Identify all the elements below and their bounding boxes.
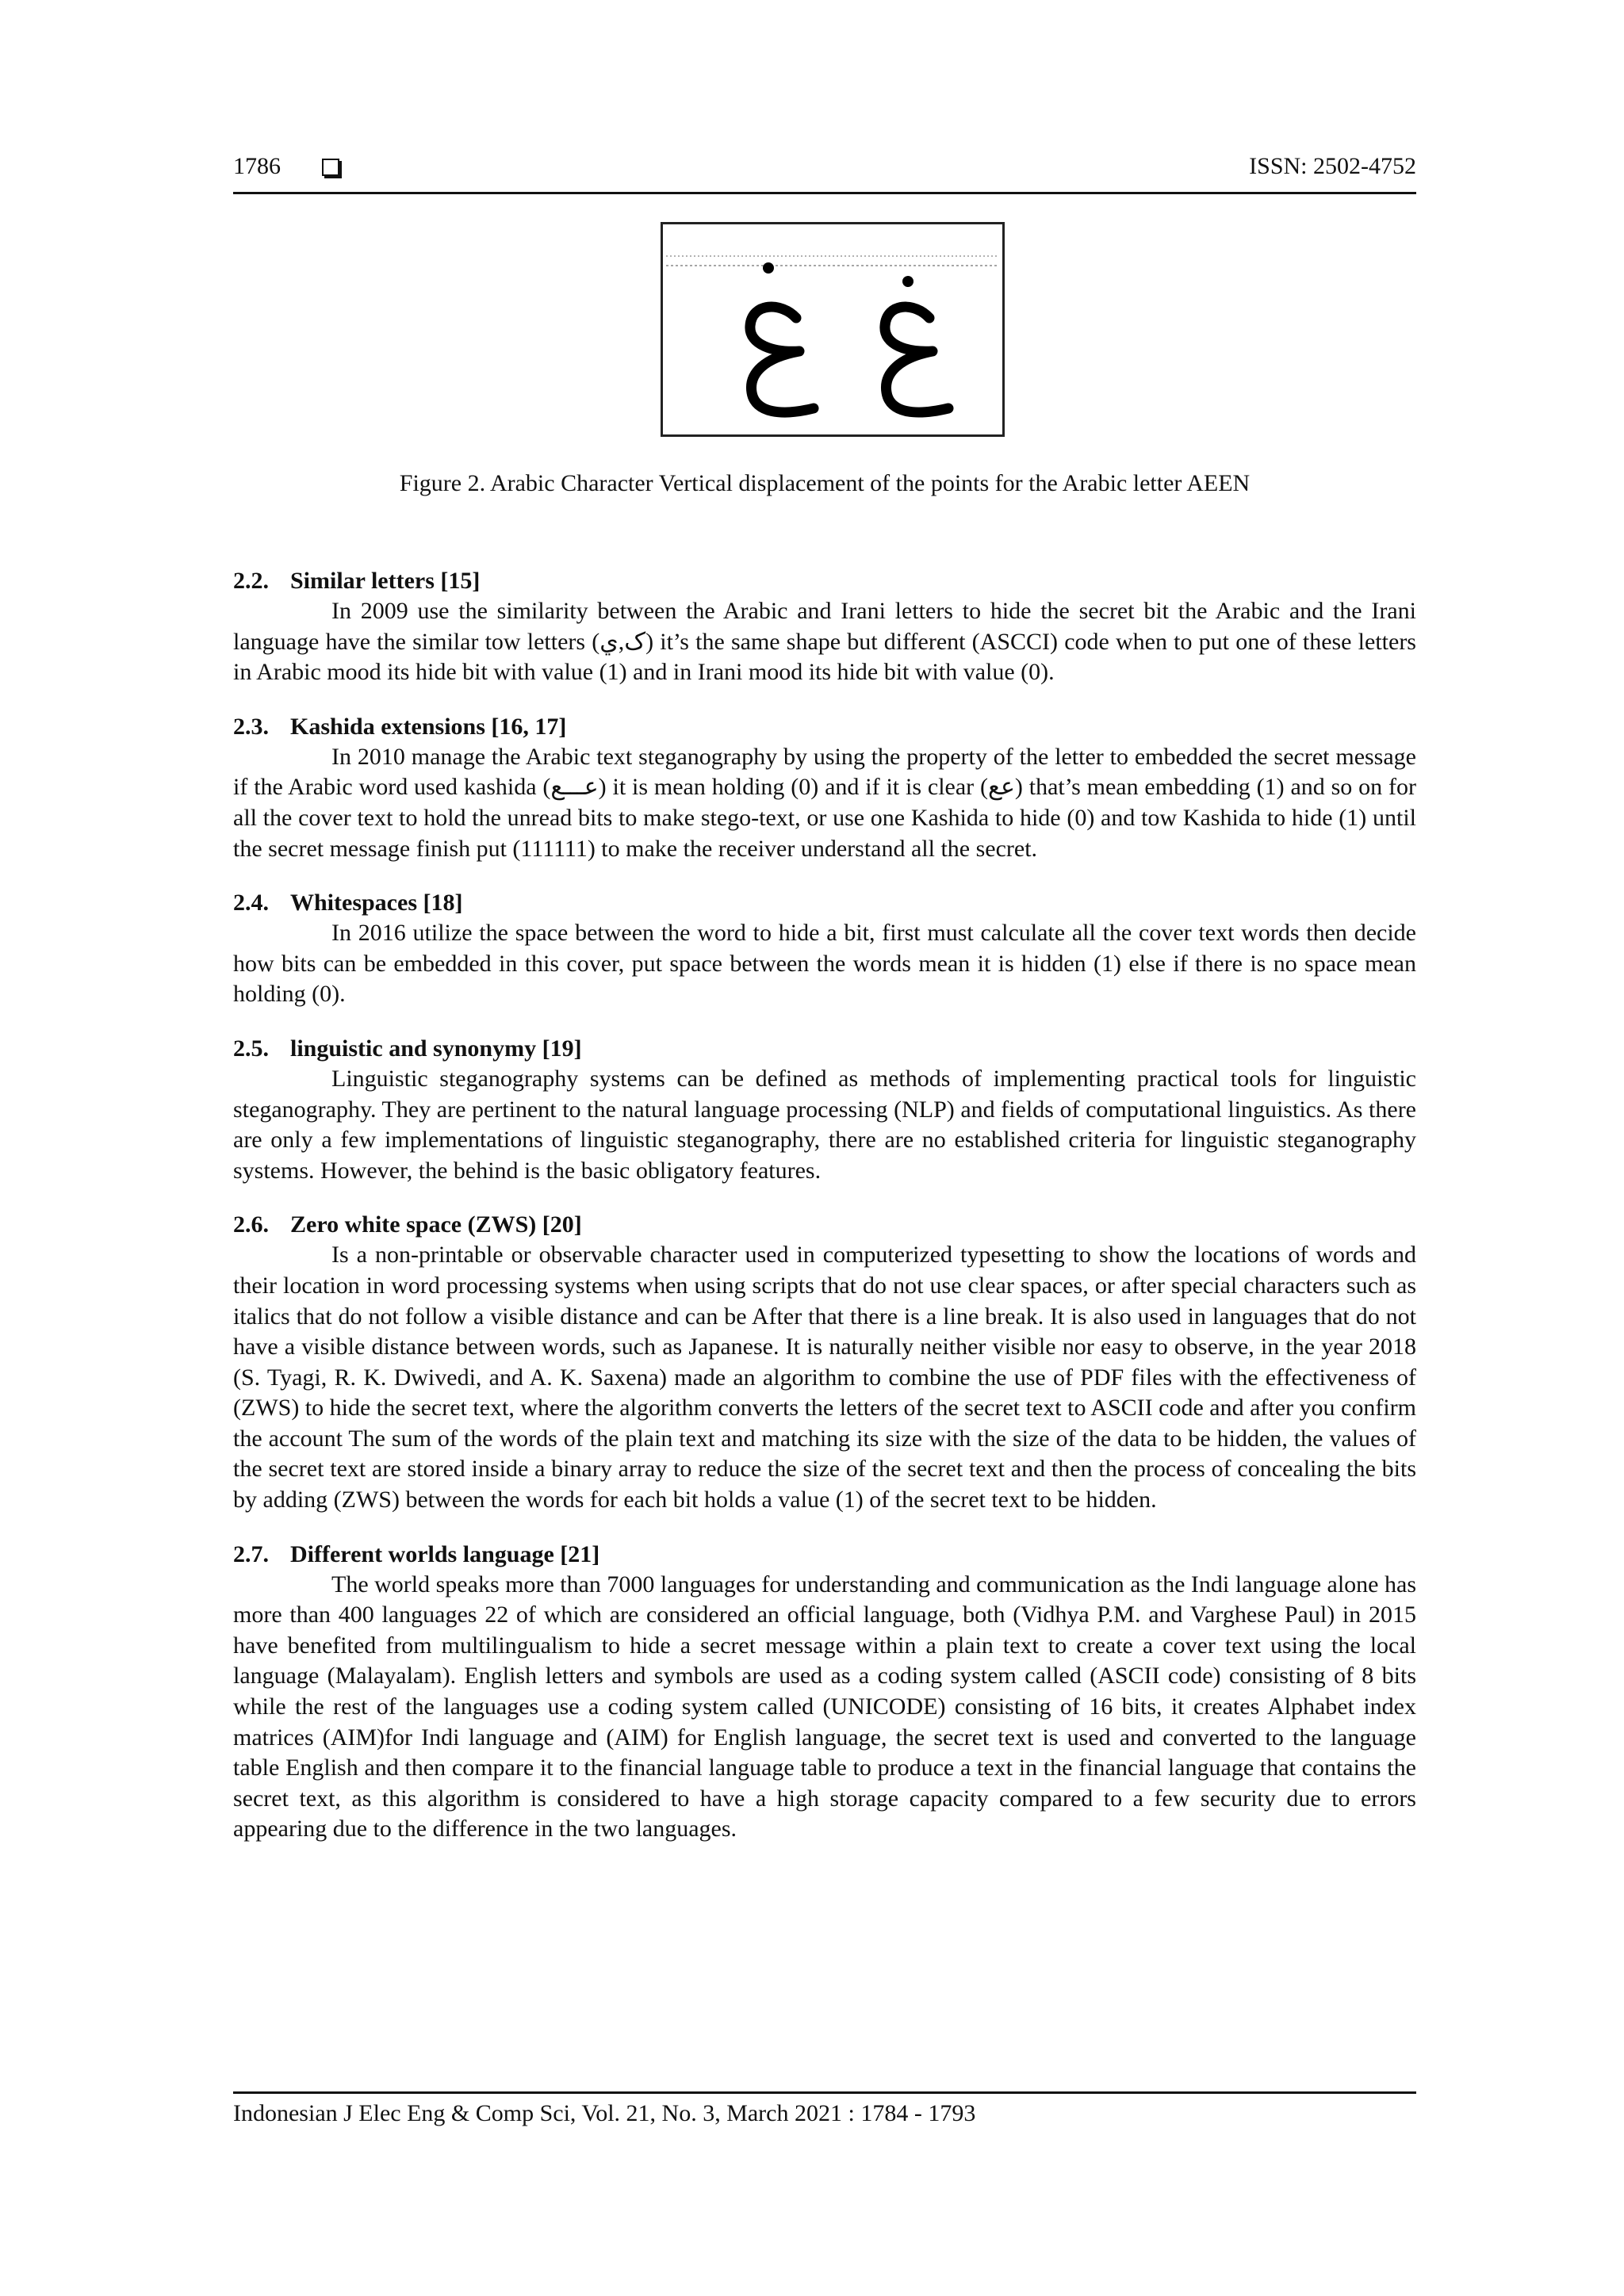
figure-image [661,222,1005,437]
section-2-6 [233,1210,1416,1515]
footer-citation: Indonesian J Elec Eng & Comp Sci, Vol. 21, No. 3, March 2021 : 1784 - 1793 [233,2100,976,2126]
figure-caption: Figure 2. Arabic Character Vertical displacement of the points for the Arabic letter AEEN [399,470,1251,496]
section-paragraph: In 2016 utilize the space between the word to hide a bit, first must calculate all the cover text words then decide how bits can be embedded in this cover, put space between the words mean it is hidden (1) else if there is no space mean holding (0). [233,920,1416,1008]
page-number: 1786 [233,153,281,179]
section-heading [233,566,1416,596]
section-2-3 [233,712,1416,864]
section-number: 2.6. [233,1211,269,1238]
section-paragraph: In 2009 use the similarity between the Arabic and Irani letters to hide the secret bit the Arabic and the Irani language have the similar tow letters (ک,ي) it’s the same shape but different (ASCCI) code when to put one of these letters in Arabic mood its hide bit with value (1) and in Irani mood its hide bit with value (0). [233,598,1416,686]
section-paragraph: Linguistic steganography systems can be defined as methods of implementing practical tools for linguistic steganography. They are pertinent to the natural language processing (NLP) and fields of computational linguistics. As there are only a few implementations of linguistic steganography, there are no established criteria for linguistic steganography systems. However, the behind is the basic obligatory features. [233,1065,1416,1184]
section-heading [233,888,1416,918]
header-rule [233,192,1416,194]
page-header [233,151,1416,193]
section-title: Whitespaces [18] [290,890,463,916]
section-title: Zero white space (ZWS) [20] [290,1211,582,1238]
section-paragraph: Is a non-printable or observable character used in computerized typesetting to show the locations of words and their location in word processing systems when using scripts that do not use clear spaces, or after special characters such as italics that do not follow a visible distance and can be After that there is a line break. It is also used in languages that do not have a visible distance between words, such as Japanese. It is naturally neither visible nor easy to observe, in the year 2018 (S. Tyagi, R. K. Dwivedi, and A. K. Saxena) made an algorithm to combine the use of PDF files with the effectiveness of (ZWS) to hide the secret text, where the algorithm converts the letters of the secret text to ASCII code and after you confirm the account The sum of the words of the plain text and matching its size with the size of the data to be hidden, the values of the secret text are stored inside a binary array to reduce the size of the secret text and then the process of concealing the bits by adding (ZWS) between the words for each bit holds a value (1) of the secret text to be hidden. [233,1242,1416,1513]
section-2-7 [233,1540,1416,1845]
issn-label: ISSN: 2502-4752 [1249,153,1416,179]
section-2-5 [233,1034,1416,1186]
section-number: 2.7. [233,1540,269,1567]
section-number: 2.3. [233,713,269,740]
section-title: Different worlds language [21] [290,1540,600,1567]
section-title: Similar letters [15] [290,568,481,594]
article-body [233,566,1416,1869]
section-2-2 [233,566,1416,688]
section-paragraph: In 2010 manage the Arabic text steganography by using the property of the letter to embedded the secret message if the Arabic word used kashida (عـــع) it is mean holding (0) and if it is clear (عع) that’s mean embedding (1) and so on for all the cover text to hold the unread bits to make stego-text, or use one Kashida to hide (0) and tow Kashida to hide (1) until the secret message finish put (111111) to make the receiver understand all the secret. [233,743,1417,862]
section-title: Kashida extensions [16, 17] [290,713,567,740]
section-number: 2.2. [233,568,269,594]
footer-rule [233,2091,1416,2094]
section-title: linguistic and synonymy [19] [290,1035,582,1062]
section-2-4 [233,888,1416,1010]
section-paragraph: The world speaks more than 7000 languages for understanding and communication as the Indi language alone has more than 400 languages 22 of which are considered an official language, both (Vidhya P.M. and Varghese Paul) in 2015 have benefited from multilingualism to hide a secret message within a plain text to create a cover text using the local language (Malayalam). English letters and symbols are used as a coding system called (ASCII code) consisting of 8 bits while the rest of the languages use a coding system called (UNICODE) consisting of 16 bits, it creates Alphabet index matrices (AIM)for Indi language and (AIM) for English language, the secret text is used and converted to the language table English and then compare it to the financial language table to produce a text in the financial language that contains the secret text, as this algorithm is considered to have a high storage capacity compared to a few security due to errors appearing due to the difference in the two languages. [233,1571,1416,1843]
section-heading [233,1034,1416,1064]
section-heading [233,1540,1416,1570]
square-bullet-icon [322,159,339,176]
section-number: 2.5. [233,1035,269,1062]
section-number: 2.4. [233,890,269,916]
arabic-letter-aeen-illustration [663,224,1002,434]
section-heading [233,712,1416,742]
section-heading [233,1210,1416,1240]
